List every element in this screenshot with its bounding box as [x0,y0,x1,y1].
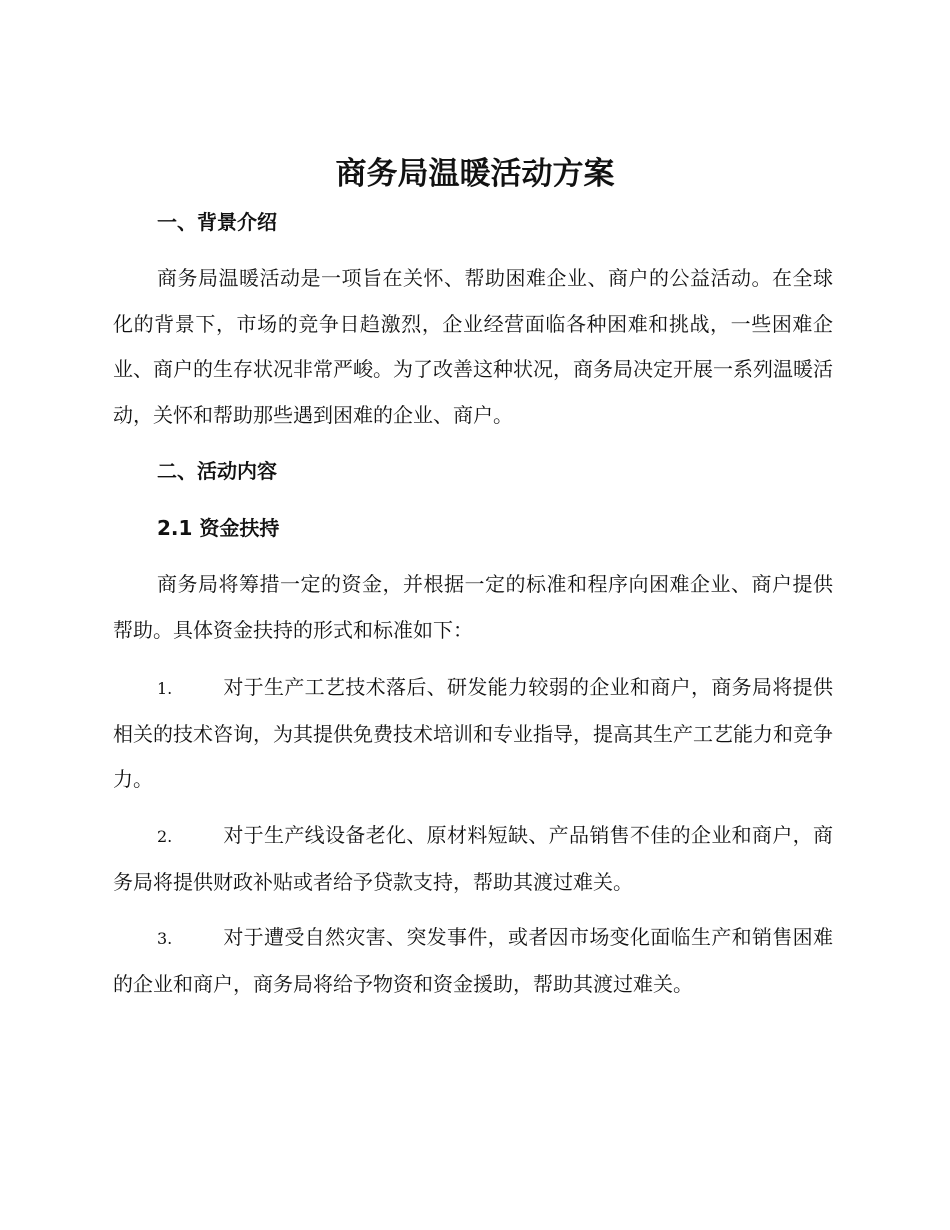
list-item [113,813,833,905]
list-item-number: 3. [157,929,173,948]
list-item-number: 1. [157,679,173,698]
funding-intro-paragraph: 商务局将筹措一定的资金，并根据一定的标准和程序向困难企业、商户提供帮助。具体资金扶持的形式和标准如下： [113,572,833,642]
background-paragraph: 商务局温暖活动是一项旨在关怀、帮助困难企业、商户的公益活动。在全球化的背景下，市场的竞争日趋激烈，企业经营面临各种困难和挑战，一些困难企业、商户的生存状况非常严峻。为了改善这种状况，商务局决定开展一系列温暖活动，关怀和帮助那些遇到困难的企业、商户。 [113,266,833,427]
section-heading-background: 一、背景介绍 [157,210,277,234]
list-item-text: 对于遭受自然灾害、突发事件，或者因市场变化面临生产和销售困难的企业和商户，商务局将给予物资和资金援助，帮助其渡过难关。 [113,925,833,996]
list-item-text: 对于生产线设备老化、原材料短缺、产品销售不佳的企业和商户，商务局将提供财政补贴或者给予贷款支持，帮助其渡过难关。 [113,823,833,894]
subsection-heading-funding: 2.1 资金扶持 [157,516,280,540]
section-heading-activities: 二、活动内容 [157,459,277,483]
list-item-text: 对于生产工艺技术落后、研发能力较弱的企业和商户，商务局将提供相关的技术咨询，为其提供免费技术培训和专业指导，提高其生产工艺能力和竞争力。 [113,675,833,791]
document-title: 商务局温暖活动方案 [335,156,615,192]
list-item [113,915,833,1007]
list-item-number: 2. [157,827,173,846]
list-item [113,665,833,803]
